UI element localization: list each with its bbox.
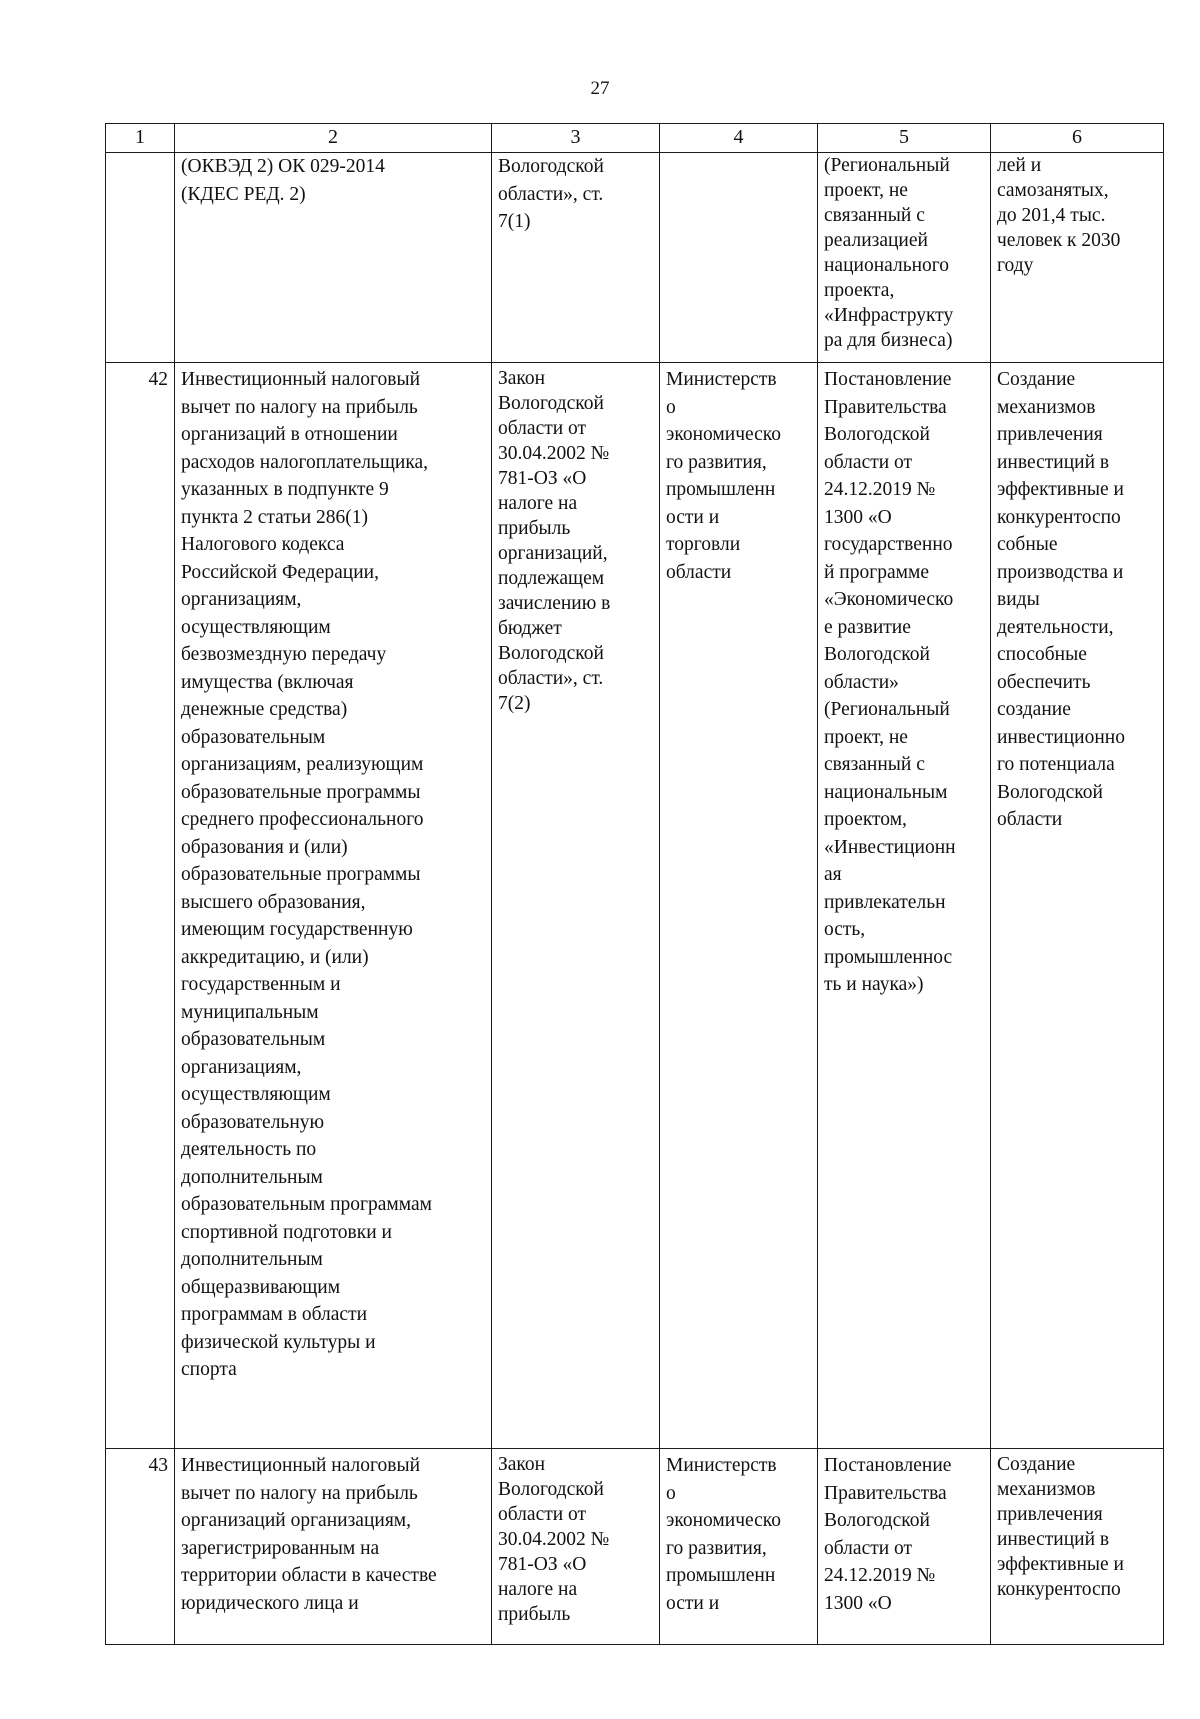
state-program: Постановление Правительства Вологодской области от 24.12.2019 № 1300 «О государственно й программе «Экономическо е развитие Вологодской области» (Региональный проект, не связанный с национальным проектом, «Инвестиционн ая привлекательн ость, промышленнос ть и наука») bbox=[818, 363, 991, 1449]
page-number: 27 bbox=[590, 78, 610, 99]
benefit-description: (ОКВЭД 2) ОК 029-2014 (КДЕС РЕД. 2) bbox=[175, 153, 492, 363]
column-header-2: 2 bbox=[175, 124, 492, 153]
legal-basis: Закон Вологодской области от 30.04.2002 № 781-ОЗ «О налоге на прибыль организаций, подлежащем зачислению в бюджет Вологодской области», ст. 7(2) bbox=[492, 363, 660, 1449]
benefit-description: Инвестиционный налоговый вычет по налогу на прибыль организаций организациям, зарегистрированным на территории области в качестве юридического лица и bbox=[175, 1449, 492, 1645]
column-header-4: 4 bbox=[660, 124, 818, 153]
table-row bbox=[106, 153, 1164, 363]
column-header-5: 5 bbox=[818, 124, 991, 153]
row-number: 43 bbox=[106, 1449, 175, 1645]
legal-basis: Вологодской области», ст. 7(1) bbox=[492, 153, 660, 363]
state-program: (Региональный проект, не связанный с реализацией национального проекта, «Инфраструкту ра для бизнеса) bbox=[818, 153, 991, 363]
legal-basis: Закон Вологодской области от 30.04.2002 № 781-ОЗ «О налоге на прибыль bbox=[492, 1449, 660, 1645]
goal: лей и самозанятых, до 201,4 тыс. человек к 2030 году bbox=[991, 153, 1164, 363]
goal: Создание механизмов привлечения инвестиций в эффективные и конкурентоспо собные производства и виды деятельности, способные обеспечить создание инвестиционно го потенциала Вологодской области bbox=[991, 363, 1164, 1449]
column-header-6: 6 bbox=[991, 124, 1164, 153]
responsible-body: Министерств о экономическо го развития, промышленн ости и торговли области bbox=[660, 363, 818, 1449]
table-row bbox=[106, 363, 1164, 1449]
column-header-3: 3 bbox=[492, 124, 660, 153]
table-row bbox=[106, 1449, 1164, 1645]
row-number: 42 bbox=[106, 363, 175, 1449]
goal: Создание механизмов привлечения инвестиций в эффективные и конкурентоспо bbox=[991, 1449, 1164, 1645]
header-row bbox=[106, 124, 1164, 153]
responsible-body bbox=[660, 153, 818, 363]
benefit-description: Инвестиционный налоговый вычет по налогу на прибыль организаций в отношении расходов налогоплательщика, указанных в подпункте 9 пункта 2 статьи 286(1) Налогового кодекса Российской Федерации, организациям, осуществляющим безвозмездную передачу имущества (включая денежные средства) образовательным организациям, реализующим образовательные программы среднего профессионального образования и (или) образовательные программы высшего образования, имеющим государственную аккредитацию, и (или) государственным и муниципальным образовательным организациям, осуществляющим образовательную деятельность по дополнительным образовательным программам спортивной подготовки и дополнительным общеразвивающим программам в области физической культуры и спорта bbox=[175, 363, 492, 1449]
benefits-table bbox=[105, 123, 1164, 1645]
column-header-1: 1 bbox=[106, 124, 175, 153]
responsible-body: Министерств о экономическо го развития, промышленн ости и bbox=[660, 1449, 818, 1645]
row-number bbox=[106, 153, 175, 363]
state-program: Постановление Правительства Вологодской области от 24.12.2019 № 1300 «О bbox=[818, 1449, 991, 1645]
